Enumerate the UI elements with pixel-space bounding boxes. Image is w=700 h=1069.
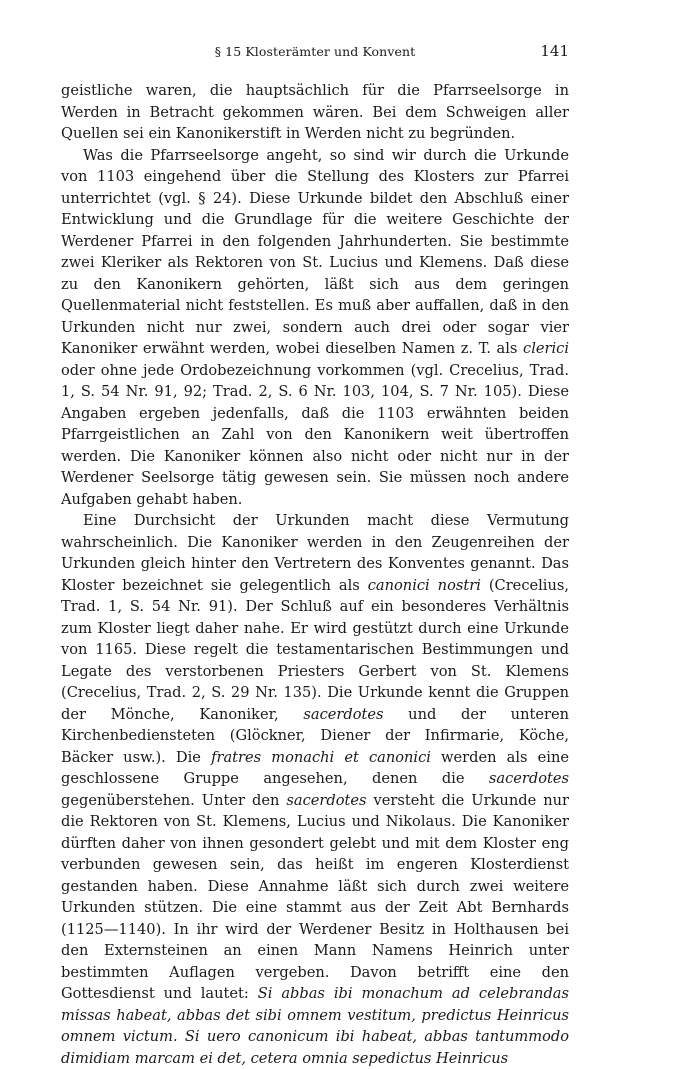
body-text — [61, 80, 569, 1069]
text-segment: (Crecelius, Trad. 1, S. 54 Nr. 91). Der Schluß auf ein besonderes Verhältnis zum Kloster liegt daher nahe. Er wird gestützt durch eine Urkunde von 1165. Diese regelt die testamentarischen Bestimmungen und Legate des verstorbenen Priesters Gerbert von St. Klemens (Crecelius, Trad. 2, S. 29 Nr. 135). Die Urkunde kennt die Gruppen der Mönche, Kanoniker, — [61, 576, 569, 723]
paragraph — [61, 80, 569, 145]
text-segment: Eine Durchsicht der Urkunden macht diese Vermutung wahrscheinlich. Die Kanoniker werden in den Zeugenreihen der Urkunden gleich hinter den Vertretern des Konventes genannt. Das Kloster bezeichnet sie gelegentlich als — [61, 512, 569, 594]
text-segment: und der unteren Kirchenbediensteten (Glöckner, Diener der Infirmarie, Köche, Bäcker usw.). Die — [61, 705, 569, 766]
paragraph — [61, 145, 569, 511]
latin-term: fratres monachi et canonici — [211, 748, 431, 766]
text-segment: oder ohne jede Ordobezeichnung vorkommen (vgl. Crecelius, Trad. 1, S. 54 Nr. 91, 92; Trad. 2, S. 6 Nr. 103, 104, S. 7 Nr. 105). Diese Angaben ergeben jedenfalls, daß die 1103 erwähnten beiden Pfarrgeistlichen an Zahl von den Kanonikern weit übertroffen werden. Die Kanoniker können also nicht oder nicht nur in der Werdener Seelsorge tätig gewesen sein. Sie müssen noch andere Aufgaben gehabt haben. — [61, 361, 569, 508]
paragraph — [61, 510, 569, 1069]
document-page — [61, 40, 569, 1069]
text-segment: gegenüberstehen. Unter den — [61, 791, 287, 809]
text-segment: Was die Pfarrseelsorge angeht, so sind wir durch die Urkunde von 1103 eingehend über die Stellung des Klosters zur Pfarrei unterrichtet (vgl. § 24). Diese Urkunde bildet den Abschluß einer Entwicklung und die Grundlage für die weitere Geschichte der Werdener Pfarrei in den folgenden Jahrhunderten. Sie bestimmte zwei Kleriker als Rektoren von St. Lucius und Klemens. Daß diese zu den Kanonikern gehörten, läßt sich aus dem geringen Quellenmaterial nicht feststellen. Es muß aber auffallen, daß in den Urkunden nicht nur zwei, sondern auch drei oder sogar vier Kanoniker erwähnt werden, wobei dieselben Namen z. T. als — [61, 146, 569, 357]
text-segment: versteht die Urkunde nur die Rektoren von St. Klemens, Lucius und Nikolaus. Die Kanoniker dürften daher von ihnen gesondert gelebt und mit dem Kloster eng verbunden gewesen sein, das heißt im engeren Klosterdienst gestanden haben. Diese Annahme läßt sich durch zwei weitere Urkunden stützen. Die eine stammt aus der Zeit Abt Bernhards (1125—1140). In ihr wird der Werdener Besitz in Holthausen bei den Externsteinen an einen Mann Namens Heinrich unter bestimmten Auflagen vergeben. Davon betrifft eine den Gottesdienst und lautet: — [61, 791, 570, 1002]
text-segment: werden als eine geschlossene Gruppe angesehen, denen die — [61, 748, 569, 787]
latin-term: canonici nostri — [367, 576, 481, 594]
latin-quotation: Si abbas ibi monachum ad celebrandas missas habeat, abbas det sibi omnem vestitum, predictus Heinricus omnem victum. Si uero canonicum ibi habeat, abbas tantummodo dimidiam marcam ei det, cetera omnia sepedictus Heinricus — [61, 985, 569, 1067]
latin-term: sacerdotes — [303, 705, 384, 723]
latin-term: clerici — [523, 340, 569, 357]
running-header — [61, 40, 569, 64]
latin-term: sacerdotes — [488, 770, 569, 787]
page-number: 141 — [540, 42, 569, 60]
running-title: § 15 Klosterämter und Konvent — [214, 44, 416, 59]
latin-term: sacerdotes — [286, 791, 367, 809]
text-segment: geistliche waren, die hauptsächlich für die Pfarrseelsorge in Werden in Betracht gekommen wären. Bei dem Schweigen aller Quellen sei ein Kanonikerstift in Werden nicht zu begründen. — [61, 82, 569, 142]
